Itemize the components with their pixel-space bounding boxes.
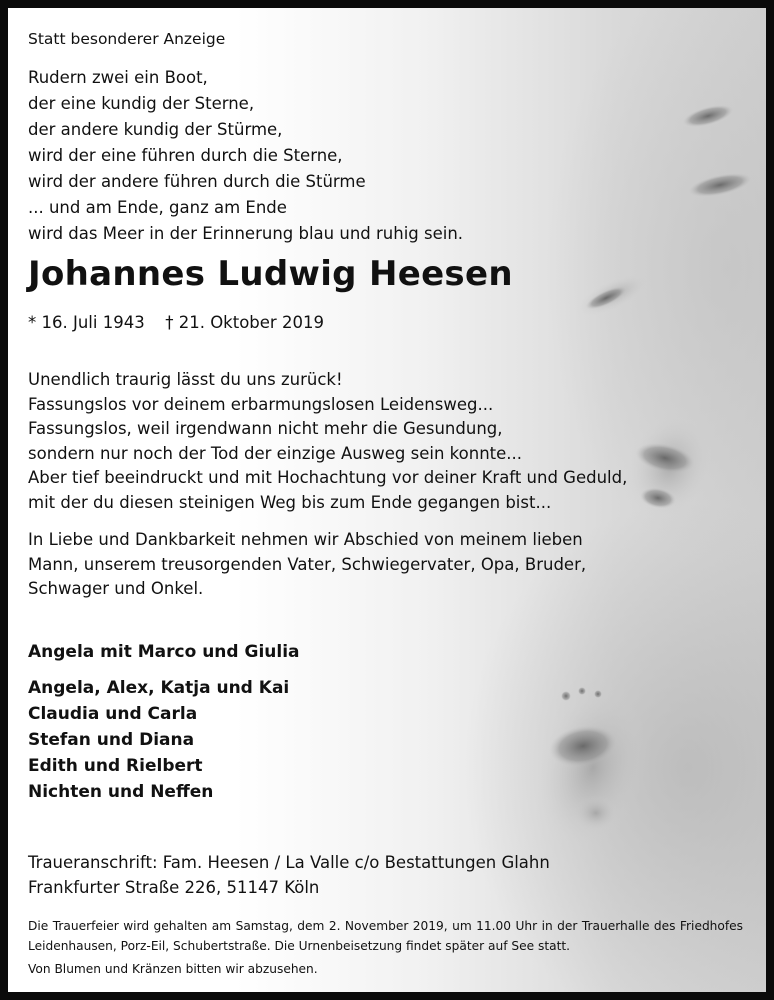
mourner: Claudia und Carla [28, 704, 198, 724]
footprint-4 [615, 403, 726, 528]
footprint-1 [681, 101, 736, 132]
poem-line: der eine kundig der Sterne, [28, 94, 255, 113]
life-dates [28, 313, 324, 332]
deceased-name: Johannes Ludwig Heesen [28, 254, 513, 294]
ceremony-note: Die Trauerfeier wird gehalten am Samstag, dem 2. November 2019, um 11.00 Uhr in der Trauerhalle des Friedhofes Leidenhausen, Porz-Eil, Schubertstraße. Die Urnenbeisetzung findet später auf See statt. [28, 919, 743, 953]
mourning-address [28, 851, 550, 900]
footer-notes [28, 916, 743, 979]
message-line: Fassungslos vor deinem erbarmungslosen Leidensweg... [28, 394, 494, 414]
mourners-list [28, 675, 289, 805]
footprint-2 [687, 169, 754, 202]
poem-line: wird der andere führen durch die Stürme [28, 172, 366, 191]
mourner: Stefan und Diana [28, 730, 195, 750]
farewell [28, 528, 586, 602]
mourner: Edith und Rielbert [28, 756, 203, 776]
farewell-line: In Liebe und Dankbarkeit nehmen wir Abschied von meinem lieben [28, 530, 583, 549]
message-line: sondern nur noch der Tod der einzige Ausweg sein konnte... [28, 443, 523, 463]
message-line: Fassungslos, weil irgendwann nicht mehr die Gesundung, [28, 419, 503, 438]
poem-line: Rudern zwei ein Boot, [28, 68, 208, 87]
mourner-primary: Angela mit Marco und Giulia [28, 642, 300, 662]
notice-header: Statt besonderer Anzeige [28, 30, 226, 48]
message-line: Unendlich traurig lässt du uns zurück! [28, 370, 343, 389]
footprint-5 [522, 677, 664, 858]
message [28, 368, 627, 515]
poem-line: ... und am Ende, ganz am Ende [28, 198, 287, 217]
address-line: Traueranschrift: Fam. Heesen / La Valle c/o Bestattungen Glahn [28, 853, 550, 872]
poem-line: wird das Meer in der Erinnerung blau und ruhig sein. [28, 224, 464, 243]
birth-date: * 16. Juli 1943 [28, 313, 145, 332]
poem [28, 65, 463, 247]
farewell-line: Mann, unserem treusorgenden Vater, Schwiegervater, Opa, Bruder, [28, 554, 587, 574]
death-date: † 21. Oktober 2019 [165, 313, 324, 332]
poem-line: wird der eine führen durch die Sterne, [28, 146, 343, 165]
address-line: Frankfurter Straße 226, 51147 Köln [28, 877, 320, 897]
flowers-note: Von Blumen und Kränzen bitten wir abzusehen. [28, 962, 318, 976]
mourner: Angela, Alex, Katja und Kai [28, 678, 290, 698]
message-line: mit der du diesen steinigen Weg bis zum Ende gegangen bist... [28, 492, 552, 512]
footprint-3 [573, 266, 654, 323]
mourner: Nichten und Neffen [28, 782, 214, 802]
message-line: Aber tief beeindruckt und mit Hochachtung vor deiner Kraft und Geduld, [28, 468, 628, 487]
farewell-line: Schwager und Onkel. [28, 579, 204, 598]
poem-line: der andere kundig der Stürme, [28, 120, 283, 139]
